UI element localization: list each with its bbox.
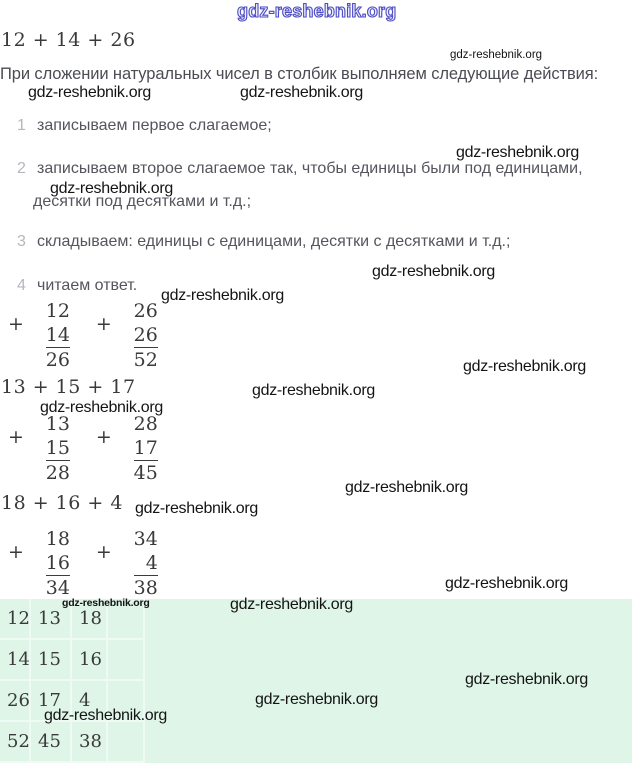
watermark: gdz-reshebnik.org	[445, 575, 568, 592]
watermark: gdz-reshebnik.org	[240, 84, 363, 101]
addend: 15	[45, 437, 70, 459]
column-addition	[8, 412, 70, 485]
step-number: 4	[17, 277, 26, 294]
column-addition	[8, 527, 70, 600]
addition-stack	[133, 527, 158, 600]
table-cell	[108, 640, 145, 681]
addition-stack	[45, 527, 70, 600]
plus-sign: +	[8, 426, 24, 448]
watermark: gdz-reshebnik.org	[252, 382, 375, 399]
addend: 12	[45, 300, 70, 322]
column-addition-block-1	[8, 299, 184, 372]
table-cell: 18	[72, 599, 108, 640]
step-item-3	[17, 233, 510, 251]
table-cell: 4	[72, 681, 108, 722]
step-number: 1	[17, 117, 26, 134]
watermark: gdz-reshebnik.org	[450, 49, 543, 61]
table-cell: 52	[0, 722, 31, 763]
column-addition-block-3	[8, 527, 184, 600]
addend: 13	[45, 413, 70, 435]
watermark: gdz-reshebnik.org	[28, 84, 151, 101]
sum-value: 52	[133, 349, 158, 371]
column-addition	[8, 299, 70, 372]
step-text: читаем ответ.	[37, 277, 138, 294]
addition-stack	[133, 412, 158, 485]
table-cell: 12	[0, 599, 31, 640]
addend: 18	[45, 528, 70, 550]
table-cell: 15	[31, 640, 72, 681]
addend: 26	[133, 300, 158, 322]
step-2-continuation: десятки под десятками и т.д.;	[33, 193, 252, 210]
watermark: gdz-reshebnik.org	[62, 597, 150, 609]
watermark: gdz-reshebnik.org	[456, 144, 579, 161]
plus-sign: +	[95, 426, 112, 448]
sum-value: 28	[45, 462, 70, 484]
step-item-4	[17, 277, 137, 295]
watermark: gdz-reshebnik.org	[135, 500, 258, 517]
watermark: gdz-reshebnik.org	[161, 287, 284, 304]
step-number: 3	[17, 233, 26, 250]
sum-value: 38	[133, 577, 158, 599]
addend: 28	[133, 413, 158, 435]
table-cell: 13	[31, 599, 72, 640]
plus-sign: +	[8, 541, 24, 563]
addend: 17	[133, 437, 158, 459]
sum-value: 26	[45, 349, 70, 371]
addend: 26	[133, 324, 158, 346]
addend: 16	[45, 552, 70, 574]
step-text: складываем: единицы с единицами, десятки с десятками и т.д.;	[37, 233, 511, 250]
watermark: gdz-reshebnik.org	[50, 180, 173, 197]
table-cell: 26	[0, 681, 31, 722]
step-number: 2	[17, 160, 26, 177]
watermark-outline: gdz-reshebnik.org	[237, 1, 397, 21]
plus-sign: +	[95, 541, 112, 563]
column-addition	[96, 412, 158, 485]
plus-sign: +	[95, 313, 112, 335]
column-addition-block-2	[8, 412, 184, 485]
watermark: gdz-reshebnik.org	[230, 596, 353, 613]
addition-stack	[133, 299, 158, 372]
expression-2: 13 + 15 + 17	[1, 376, 136, 398]
expression-1: 12 + 14 + 26	[1, 29, 136, 51]
step-item-1	[17, 117, 272, 135]
watermark: gdz-reshebnik.org	[463, 358, 586, 375]
sum-value: 34	[45, 577, 70, 599]
step-item-2	[17, 160, 583, 178]
watermark: gdz-reshebnik.org	[40, 399, 163, 416]
table-cell: 17	[31, 681, 72, 722]
addend: 34	[133, 528, 158, 550]
intro-text: При сложении натуральных чисел в столбик выполняем следующие действия:	[0, 65, 599, 83]
plus-sign: +	[8, 313, 24, 335]
answers-table	[0, 599, 145, 763]
table-cell: 45	[31, 722, 72, 763]
watermark: gdz-reshebnik.org	[372, 263, 495, 280]
addition-stack	[45, 299, 70, 372]
expression-3: 18 + 16 + 4	[1, 492, 123, 514]
watermark: gdz-reshebnik.org	[44, 707, 167, 724]
table-cell: 16	[72, 640, 108, 681]
addend: 14	[45, 324, 70, 346]
addend: 4	[145, 552, 158, 574]
watermark: gdz-reshebnik.org	[255, 691, 378, 708]
sum-value: 45	[133, 462, 158, 484]
step-text: записываем второе слагаемое так, чтобы единицы были под единицами,	[37, 160, 583, 177]
watermark: gdz-reshebnik.org	[345, 479, 468, 496]
column-addition	[96, 299, 158, 372]
step-text: записываем первое слагаемое;	[37, 117, 272, 134]
table-cell: 38	[72, 722, 108, 763]
column-addition	[96, 527, 158, 600]
addition-stack	[45, 412, 70, 485]
table-cell	[108, 722, 145, 763]
table-cell: 14	[0, 640, 31, 681]
watermark: gdz-reshebnik.org	[465, 671, 588, 688]
